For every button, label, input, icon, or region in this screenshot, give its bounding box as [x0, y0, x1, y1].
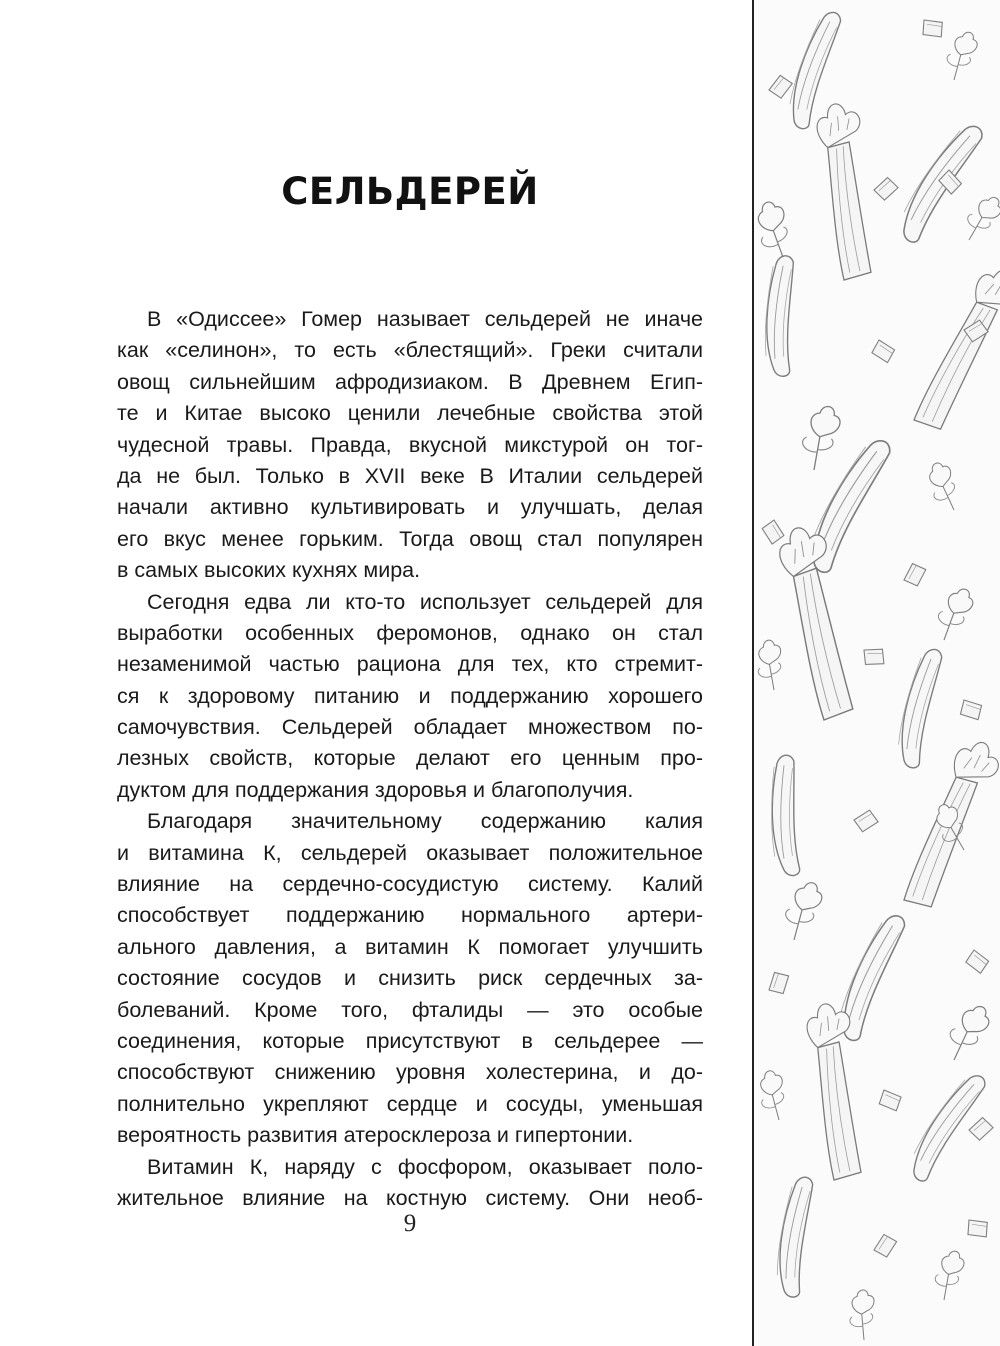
body-text: [117, 304, 703, 1214]
text-line: болеваний. Кроме того, фталиды — это особые: [117, 997, 703, 1022]
text-line: лезных свойств, которые делают его ценным про-: [117, 746, 703, 771]
text-line: влияние на сердечно-сосудистую систему. Калий: [117, 872, 703, 897]
text-line: как «селинон», то есть «блестящий». Греки считали: [117, 338, 703, 363]
text-line: полнительно укрепляют сердце и сосуды, уменьшая: [117, 1091, 703, 1116]
text-line: вероятность развития атеросклероза и гипертонии.: [117, 1123, 634, 1148]
text-line: те и Китае высоко ценили лечебные свойства этой: [117, 401, 703, 426]
text-line: Сегодня едва ли кто-то использует сельдерей для: [147, 589, 703, 614]
text-line: жительное влияние на костную систему. Они необ-: [117, 1185, 703, 1210]
text-line: его вкус менее горьким. Тогда овощ стал популярен: [117, 526, 703, 551]
text-line: самочувствия. Сельдерей обладает множеством по-: [117, 715, 703, 740]
page-number: 9: [403, 1210, 417, 1237]
text-line: ся к здоровому питанию и поддержанию хорошего: [117, 683, 703, 708]
text-line: способствуют снижению уровня холестерина, и до-: [117, 1060, 703, 1085]
text-line: Витамин К, наряду с фосфором, оказывает поло-: [147, 1154, 703, 1179]
text-line: ального давления, а витамин К помогает улучшить: [117, 934, 703, 959]
text-line: выработки особенных феромонов, однако он стал: [117, 620, 703, 645]
text-line: да не был. Только в XVII веке В Италии сельдерей: [117, 463, 703, 488]
chapter-title: СЕЛЬДЕРЕЙ: [281, 170, 539, 213]
text-line: соединения, которые присутствуют в сельдерее —: [117, 1028, 703, 1053]
text-line: способствует поддержанию нормального артери-: [117, 903, 703, 928]
text-line: состояние сосудов и снизить риск сердечных за-: [117, 966, 703, 991]
text-line: Благодаря значительному содержанию калия: [147, 809, 703, 834]
celery-pattern-icon: [754, 0, 1000, 1346]
text-line: чудесной травы. Правда, вкусной микстурой он тог-: [117, 432, 703, 457]
text-line: и витамина К, сельдерей оказывает положительное: [117, 840, 703, 865]
text-line: В «Одиссее» Гомер называет сельдерей не иначе: [147, 307, 703, 331]
text-line: в самых высоких кухнях мира.: [117, 558, 421, 583]
text-line: начали активно культивировать и улучшать, делая: [117, 495, 703, 520]
text-line: овощ сильнейшим афродизиаком. В Древнем Егип-: [117, 369, 703, 394]
text-line: незаменимой частью рациона для тех, кто стремит-: [117, 652, 703, 677]
text-line: дуктом для поддержания здоровья и благополучия.: [117, 777, 634, 802]
decorative-pattern-panel: [752, 0, 1000, 1346]
text-column: [117, 0, 703, 1346]
